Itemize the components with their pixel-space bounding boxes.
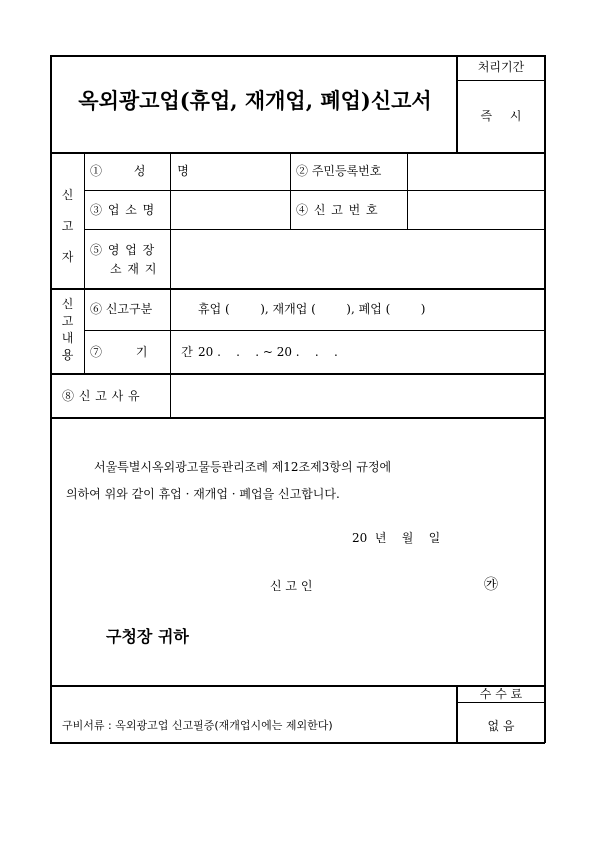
period-label: ⑦ 기 간 xyxy=(90,345,193,359)
processing-period-value: 즉 시 xyxy=(480,109,522,123)
address-field[interactable] xyxy=(176,252,540,268)
declaration-date[interactable]: 20 년 월 일 xyxy=(352,531,441,545)
processing-period-label: 처리기간 xyxy=(477,60,525,74)
period-value[interactable]: 20 . . . ~ 20 . . . xyxy=(198,345,338,359)
address-label-line2: 소 재 지 xyxy=(110,262,157,276)
row-divider-2 xyxy=(84,229,545,230)
mid-col-divider-right xyxy=(407,152,408,230)
reason-field[interactable] xyxy=(176,389,540,405)
business-name-field[interactable] xyxy=(176,204,286,220)
form-border-bottom xyxy=(50,742,545,744)
report-type-label: ⑥ 신고구분 xyxy=(90,302,153,316)
reason-label: ⑧ 신 고 사 유 xyxy=(62,389,140,403)
reporter-signature-field[interactable] xyxy=(340,578,480,594)
reason-row-bottom xyxy=(50,417,545,419)
addressee: 구청장 귀하 xyxy=(106,627,189,646)
business-name-label: ③ 업 소 명 xyxy=(90,203,155,217)
fee-value: 없 음 xyxy=(487,719,515,733)
content-section-bottom xyxy=(50,373,545,375)
report-content-section-label: 신 고 내 용 xyxy=(61,297,74,362)
section-label-divider xyxy=(84,152,85,374)
name-field[interactable] xyxy=(176,165,286,181)
report-type-value[interactable]: 휴업 ( ), 재개업 ( ), 폐업 ( ) xyxy=(198,302,426,316)
row-divider-1 xyxy=(84,190,545,191)
row-divider-3 xyxy=(84,330,545,331)
period-label-divider xyxy=(456,80,545,81)
resident-no-label: ② 주민등록번호 xyxy=(296,164,382,178)
form-border-right xyxy=(544,55,546,743)
mid-col-divider-left xyxy=(290,152,291,230)
declaration-bottom xyxy=(50,685,545,687)
seal-mark: ㉮ xyxy=(484,577,498,593)
fee-label-divider xyxy=(456,702,545,703)
declaration-line-2: 의하여 위와 같이 휴업 · 재개업 · 폐업을 신고합니다. xyxy=(66,487,340,501)
fee-label: 수 수 료 xyxy=(479,687,523,701)
applicant-section-label: 신 고 자 xyxy=(61,188,74,264)
required-documents: 구비서류 : 옥외광고업 신고필증(재개업시에는 제외한다) xyxy=(62,719,333,732)
address-label-line1: ⑤ 영 업 장 xyxy=(90,243,155,257)
applicant-section-bottom xyxy=(50,288,545,290)
resident-no-field[interactable] xyxy=(412,165,540,181)
report-no-field[interactable] xyxy=(412,204,540,220)
title-row-bottom xyxy=(50,152,545,154)
report-no-label: ④ 신 고 번 호 xyxy=(296,203,378,217)
name-label: ① 성 명 xyxy=(90,164,189,178)
form-title: 옥외광고업(휴업, 재개업, 폐업)신고서 xyxy=(78,88,432,113)
form-border-left xyxy=(50,55,52,743)
form-border-top xyxy=(50,55,545,57)
declaration-line-1: 서울특별시옥외광고물등관리조례 제12조제3항의 규정에 xyxy=(94,460,392,474)
reporter-label: 신 고 인 xyxy=(270,579,313,593)
